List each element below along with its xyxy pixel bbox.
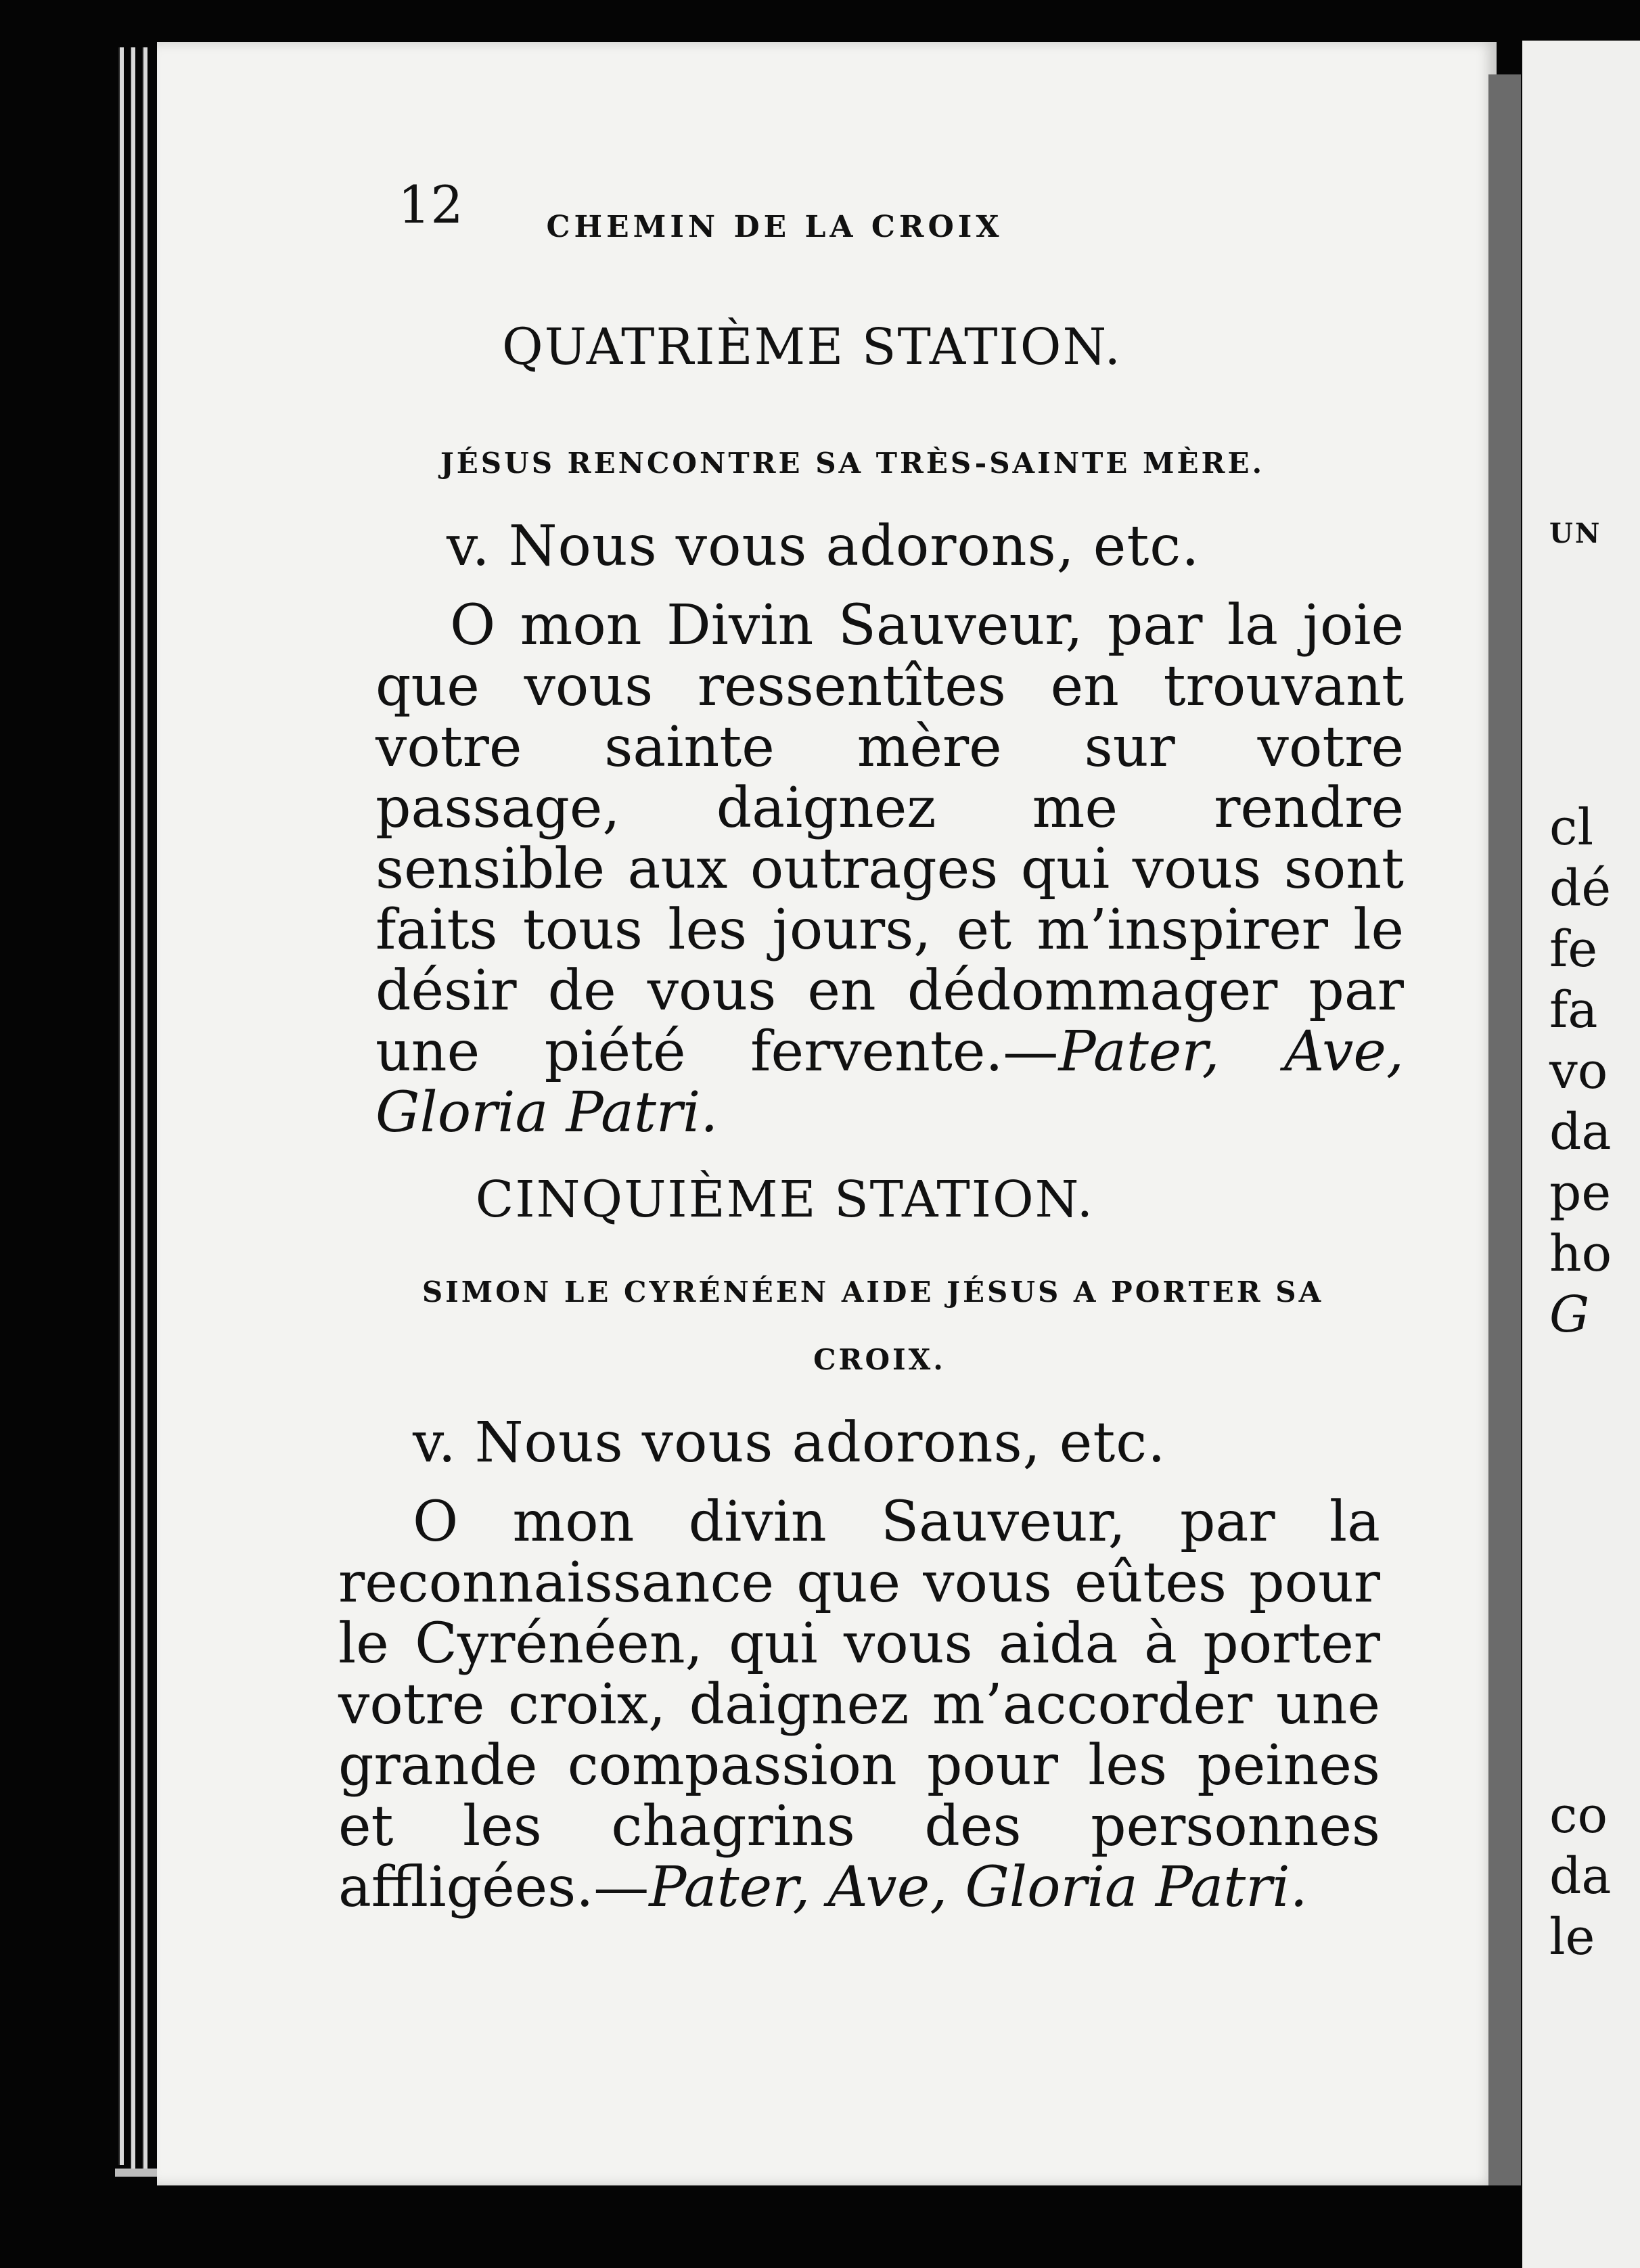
book-gutter	[1488, 74, 1521, 2185]
page-stack-edge	[142, 47, 147, 2172]
page-number: 12	[398, 175, 463, 235]
station-5-prayers: Pater, Ave, Gloria Patri.	[649, 1855, 1308, 1920]
running-head: CHEMIN DE LA CROIX	[546, 210, 1003, 244]
station-4-title: QUATRIÈME STATION.	[502, 318, 1122, 376]
adjacent-page-fragment: da	[1549, 1103, 1612, 1161]
adjacent-page	[1522, 41, 1640, 2268]
adjacent-page-fragment: dé	[1549, 859, 1612, 917]
station-5-subtitle-line-2: CROIX.	[813, 1343, 946, 1376]
station-4-verse: v. Nous vous adorons, etc.	[447, 514, 1200, 579]
page-stack-edge	[118, 47, 124, 2165]
station-5-text: O mon divin Sauveur, par la reconnaissance que vous eûtes pour le Cyrénéen, qui vous aida à porter votre croix, daignez m’accorder une grande compassion pour les peines et les chagrins des personnes affligées.—	[338, 1490, 1380, 1920]
station-5-title: CINQUIÈME STATION.	[475, 1171, 1095, 1229]
adjacent-page-fragment: da	[1549, 1847, 1612, 1905]
adjacent-page-fragment: G	[1549, 1286, 1590, 1344]
adjacent-page-fragment: fe	[1549, 920, 1598, 978]
page-stack-edge	[130, 47, 135, 2169]
adjacent-page-fragment: fa	[1549, 981, 1598, 1039]
adjacent-page-fragment: UN	[1549, 518, 1602, 549]
adjacent-page-fragment: cl	[1549, 798, 1594, 857]
station-4-paragraph	[375, 595, 1404, 1143]
station-4-prayers: Pater, Ave, Gloria Patri.	[375, 1020, 1404, 1145]
station-5-subtitle-line-1: SIMON LE CYRÉNÉEN AIDE JÉSUS A PORTER SA	[422, 1275, 1324, 1309]
station-5-verse: v. Nous vous adorons, etc.	[413, 1411, 1166, 1475]
adjacent-page-fragment: le	[1549, 1908, 1595, 1966]
station-4-text: O mon Divin Sauveur, par la joie que vous ressentîtes en trouvant votre sainte mère sur votre passage, daignez me rendre sensible aux outrages qui vous sont faits tous les jours, et m’inspirer le désir de vous en dédommager par une piété fervente.—	[375, 593, 1404, 1084]
adjacent-page-fragment: co	[1549, 1786, 1608, 1844]
adjacent-page-fragment: vo	[1549, 1042, 1608, 1100]
adjacent-page-fragment: pe	[1549, 1164, 1612, 1222]
adjacent-page-fragment: ho	[1549, 1225, 1612, 1283]
station-4-subtitle: JÉSUS RENCONTRE SA TRÈS-SAINTE MÈRE.	[440, 447, 1265, 480]
station-5-paragraph	[338, 1492, 1380, 1918]
